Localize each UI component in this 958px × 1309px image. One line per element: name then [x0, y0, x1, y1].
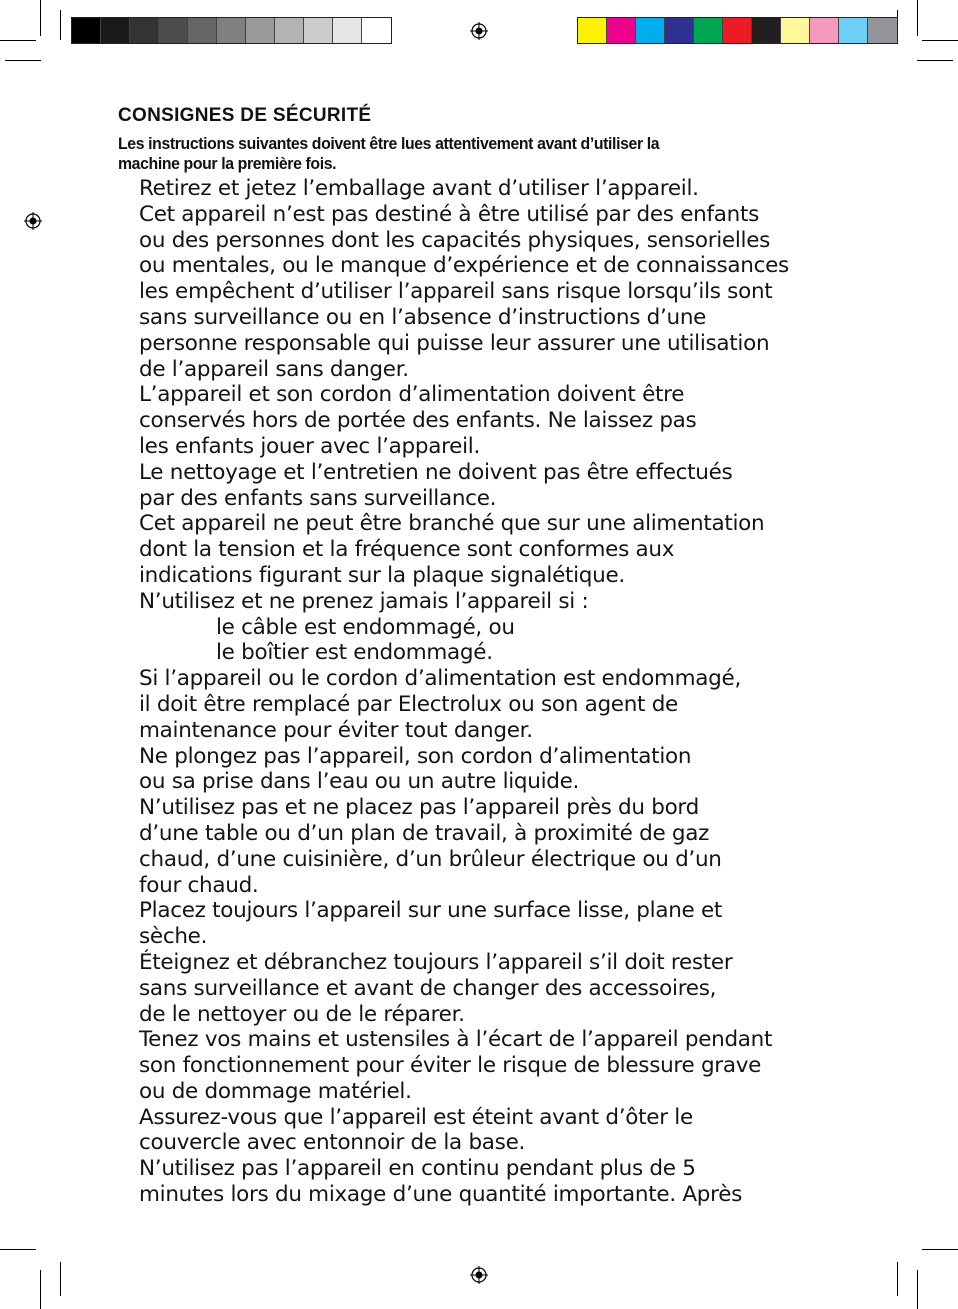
instruction-line: ou mentales, ou le manque d’expérience et de connaissances: [139, 253, 789, 279]
color-swatch: [275, 18, 304, 43]
color-swatch: [752, 18, 781, 43]
instruction-line: Cet appareil n’est pas destiné à être utilisé par des enfants: [139, 201, 760, 227]
instruction-line: Assurez-vous que l’appareil est éteint avant d’ôter le: [139, 1104, 693, 1130]
instruction-line: couvercle avec entonnoir de la base.: [139, 1130, 526, 1156]
grayscale-color-bar: [71, 17, 392, 44]
process-color-bar: [577, 17, 898, 44]
color-swatch: [130, 18, 159, 43]
instruction-line: chaud, d’une cuisinière, d’un brûleur électrique ou d’un: [139, 846, 722, 872]
color-swatch: [694, 18, 723, 43]
color-swatch: [636, 18, 665, 43]
instruction-line: son fonctionnement pour éviter le risque de blessure grave: [139, 1053, 762, 1079]
registration-mark-icon: [470, 1266, 488, 1284]
color-swatch: [188, 18, 217, 43]
instruction-line: il doit être remplacé par Electrolux ou son agent de: [139, 691, 678, 717]
color-swatch: [868, 18, 897, 43]
crop-mark: [917, 1270, 918, 1309]
instruction-line: d’une table ou d’un plan de travail, à proximité de gaz: [139, 820, 710, 846]
instruction-line: personne responsable qui puisse leur assurer une utilisation: [139, 330, 770, 356]
instruction-line: sèche.: [139, 924, 208, 950]
color-swatch: [665, 18, 694, 43]
crop-mark: [60, 1262, 61, 1296]
crop-mark: [0, 40, 36, 41]
crop-mark: [897, 1262, 898, 1296]
color-swatch: [839, 18, 868, 43]
crop-mark: [0, 1249, 36, 1250]
color-swatch: [159, 18, 188, 43]
instruction-line: de le nettoyer ou de le réparer.: [139, 1001, 465, 1027]
instruction-line: les empêchent d’utiliser l’appareil sans risque lorsqu’ils sont: [139, 279, 773, 305]
color-swatch: [607, 18, 636, 43]
instruction-line: les enfants jouer avec l’appareil.: [139, 433, 480, 459]
registration-mark-icon: [24, 212, 42, 230]
color-swatch: [72, 18, 101, 43]
color-swatch: [246, 18, 275, 43]
intro-text: [118, 134, 769, 174]
instruction-line: Placez toujours l’appareil sur une surface lisse, plane et: [139, 898, 723, 924]
safety-instructions: [118, 104, 898, 1208]
intro-line: machine pour la première fois.: [118, 154, 337, 173]
color-swatch: [304, 18, 333, 43]
instruction-line: dont la tension et la fréquence sont conformes aux: [139, 537, 675, 563]
instruction-line: sans surveillance ou en l’absence d’instructions d’une: [139, 304, 707, 330]
instruction-line: Retirez et jetez l’emballage avant d’utiliser l’appareil.: [139, 176, 699, 201]
color-swatch: [781, 18, 810, 43]
instruction-line: ou sa prise dans l’eau ou un autre liquide.: [139, 769, 580, 795]
crop-mark: [40, 1270, 41, 1309]
intro-line: Les instructions suivantes doivent être lues attentivement avant d’utiliser la: [118, 134, 660, 153]
crop-mark: [917, 60, 953, 61]
instruction-line: Si l’appareil ou le cordon d’alimentation est endommagé,: [139, 666, 741, 692]
instruction-line: de l’appareil sans danger.: [139, 356, 409, 382]
instruction-line: Tenez vos mains et ustensiles à l’écart de l’appareil pendant: [139, 1027, 773, 1053]
instruction-line: indications figurant sur la plaque signalétique.: [139, 562, 625, 588]
instruction-line: conservés hors de portée des enfants. Ne laissez pas: [139, 408, 697, 434]
instruction-line: N’utilisez pas l’appareil en continu pendant plus de 5: [139, 1156, 696, 1182]
crop-mark: [60, 10, 61, 40]
instruction-line: par des enfants sans surveillance.: [139, 485, 497, 511]
color-swatch: [217, 18, 246, 43]
instruction-line: ou de dommage matériel.: [139, 1078, 412, 1104]
color-swatch: [362, 18, 391, 43]
color-swatch: [333, 18, 362, 43]
instruction-subitem: le câble est endommagé, ou: [216, 614, 515, 640]
instruction-line: four chaud.: [139, 872, 259, 898]
instruction-line: Cet appareil ne peut être branché que sur une alimentation: [139, 511, 765, 537]
color-swatch: [578, 18, 607, 43]
crop-mark: [922, 40, 958, 41]
crop-mark: [917, 0, 918, 36]
instruction-line: N’utilisez et ne prenez jamais l’appareil si :: [139, 588, 589, 614]
instruction-line: maintenance pour éviter tout danger.: [139, 717, 533, 743]
instruction-line: Le nettoyage et l’entretien ne doivent pas être effectués: [139, 459, 733, 485]
instruction-line: minutes lors du mixage d’une quantité importante. Après: [139, 1182, 743, 1208]
instruction-list: [139, 176, 898, 1208]
page-title: CONSIGNES DE SÉCURITÉ: [118, 105, 372, 126]
crop-mark: [922, 1249, 958, 1250]
registration-mark-icon: [470, 22, 488, 40]
instruction-subitem: le boîtier est endommagé.: [216, 640, 493, 666]
color-swatch: [723, 18, 752, 43]
instruction-line: Ne plongez pas l’appareil, son cordon d’alimentation: [139, 743, 692, 769]
crop-mark: [40, 0, 41, 36]
instruction-line: sans surveillance et avant de changer des accessoires,: [139, 975, 717, 1001]
instruction-line: L’appareil et son cordon d’alimentation doivent être: [139, 382, 685, 408]
color-swatch: [101, 18, 130, 43]
instruction-line: Éteignez et débranchez toujours l’appareil s’il doit rester: [139, 949, 733, 975]
instruction-line: ou des personnes dont les capacités physiques, sensorielles: [139, 227, 771, 253]
color-swatch: [810, 18, 839, 43]
crop-mark: [5, 60, 41, 61]
instruction-line: N’utilisez pas et ne placez pas l’appareil près du bord: [139, 795, 699, 821]
